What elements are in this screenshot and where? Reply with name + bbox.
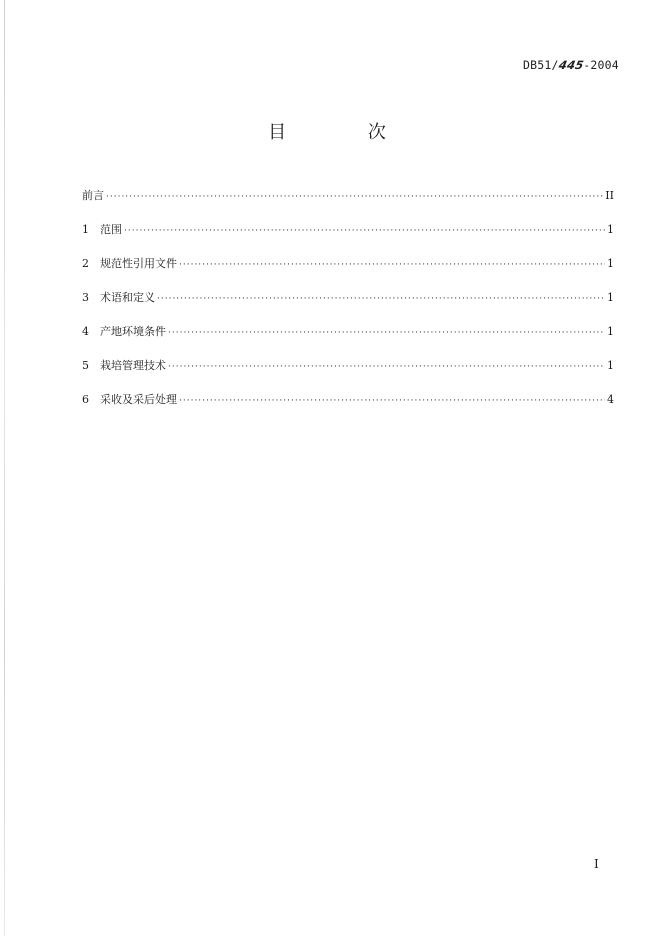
toc-entry-page: II (605, 189, 614, 202)
toc-leader-dots (179, 255, 605, 275)
toc-entry-number: 2 (82, 257, 89, 270)
toc-entry-label: 范围 (100, 223, 122, 236)
doc-code-prefix: DB51/ (523, 58, 559, 72)
toc-entry-label: 术语和定义 (100, 291, 155, 304)
toc-entry-number: 4 (82, 325, 89, 338)
toc-entry-6[interactable] (82, 390, 614, 424)
doc-code-handwritten: 445 (557, 58, 585, 72)
doc-code-suffix: -2004 (583, 58, 619, 72)
toc-leader-dots (168, 357, 605, 377)
toc-entry-page: 1 (607, 257, 614, 270)
toc-entry-page: 1 (607, 359, 614, 372)
toc-entry-page: 4 (607, 393, 614, 406)
page-number: I (594, 857, 599, 871)
toc-entry-1[interactable] (82, 220, 614, 254)
toc-entry-number: 6 (82, 393, 89, 406)
toc-entry-page: 1 (607, 223, 614, 236)
toc-entry-label: 栽培管理技术 (100, 359, 166, 372)
table-of-contents (82, 186, 614, 424)
toc-entry-page: 1 (607, 325, 614, 338)
toc-entry-5[interactable] (82, 356, 614, 390)
toc-leader-dots (179, 391, 605, 411)
toc-entry-number: 1 (82, 223, 89, 236)
toc-entry-4[interactable] (82, 322, 614, 356)
document-code (523, 58, 623, 72)
toc-leader-dots (168, 323, 605, 343)
toc-entry-label: 前言 (82, 189, 104, 202)
toc-entry-preface[interactable] (82, 186, 614, 220)
toc-leader-dots (106, 187, 603, 207)
toc-title: 目 次 (268, 122, 424, 143)
toc-entry-page: 1 (607, 291, 614, 304)
toc-leader-dots (124, 221, 605, 241)
toc-entry-number: 5 (82, 359, 89, 372)
toc-entry-2[interactable] (82, 254, 614, 288)
toc-entry-3[interactable] (82, 288, 614, 322)
toc-leader-dots (157, 289, 605, 309)
toc-entry-label: 采收及采后处理 (100, 393, 177, 406)
toc-entry-label: 产地环境条件 (100, 325, 166, 338)
toc-entry-label: 规范性引用文件 (100, 257, 177, 270)
toc-entry-number: 3 (82, 291, 89, 304)
